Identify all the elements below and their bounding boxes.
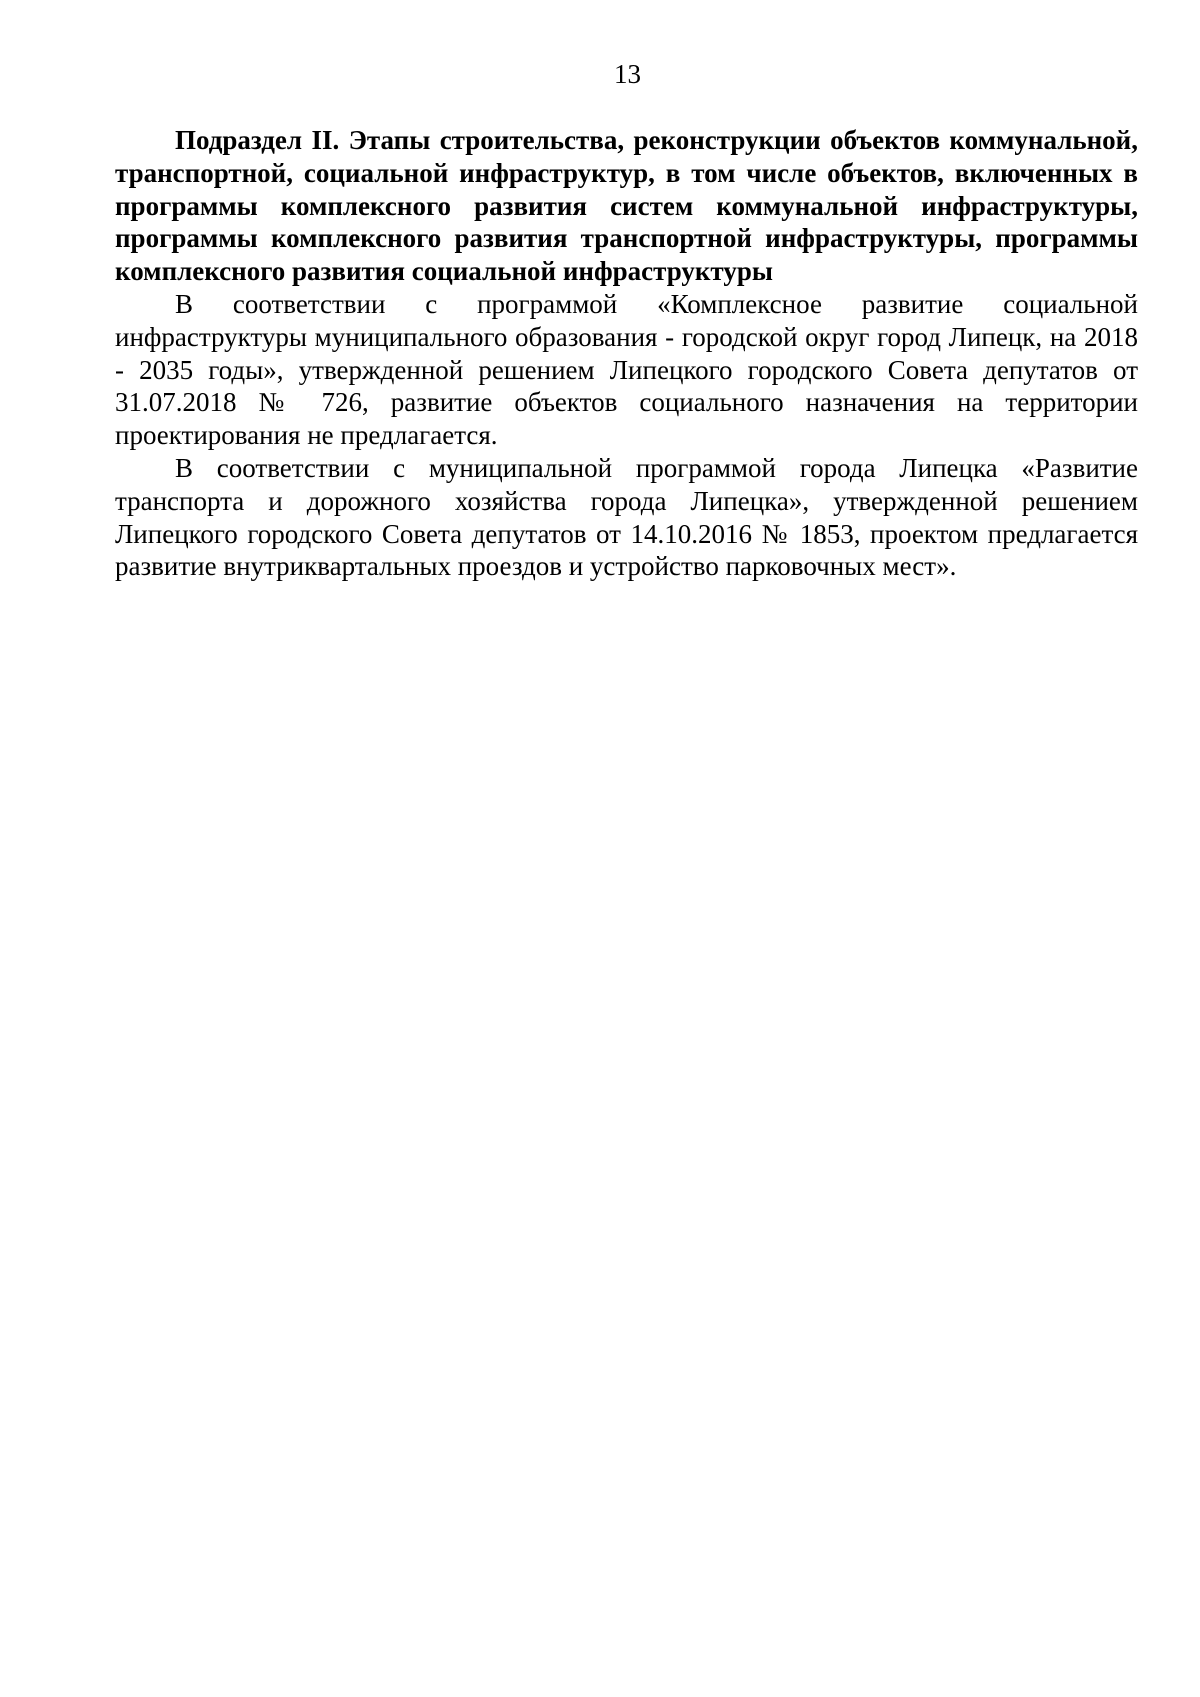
document-body [115, 124, 1138, 583]
subsection-heading: Подраздел II. Этапы строительства, реконструкции объектов коммунальной, транспортной, социальной инфраструктур, в том числе объектов, включенных в программы комплексного развития систем коммунальной инфраструктуры, программы комплексного развития транспортной инфраструктуры, программы комплексного развития социальной инфраструктуры [115, 125, 1138, 287]
paragraph-transport-infrastructure: В соответствии с муниципальной программой города Липецка «Развитие транспорта и дорожного хозяйства города Липецка», утвержденной решением Липецкого городского Совета депутатов от 14.10.2016 № 1853, проектом предлагается развитие внутриквартальных проездов и устройство парковочных мест». [115, 452, 1138, 582]
page-number: 13 [614, 59, 641, 89]
paragraph-social-infrastructure: В соответствии с программой «Комплексное развитие социальной инфраструктуры муниципального образования - городской округ город Липецк, на 2018 - 2035 годы», утвержденной решением Липецкого городского Совета депутатов от 31.07.2018 № 726, развитие объектов социального назначения на территории проектирования не предлагается. [115, 288, 1138, 451]
